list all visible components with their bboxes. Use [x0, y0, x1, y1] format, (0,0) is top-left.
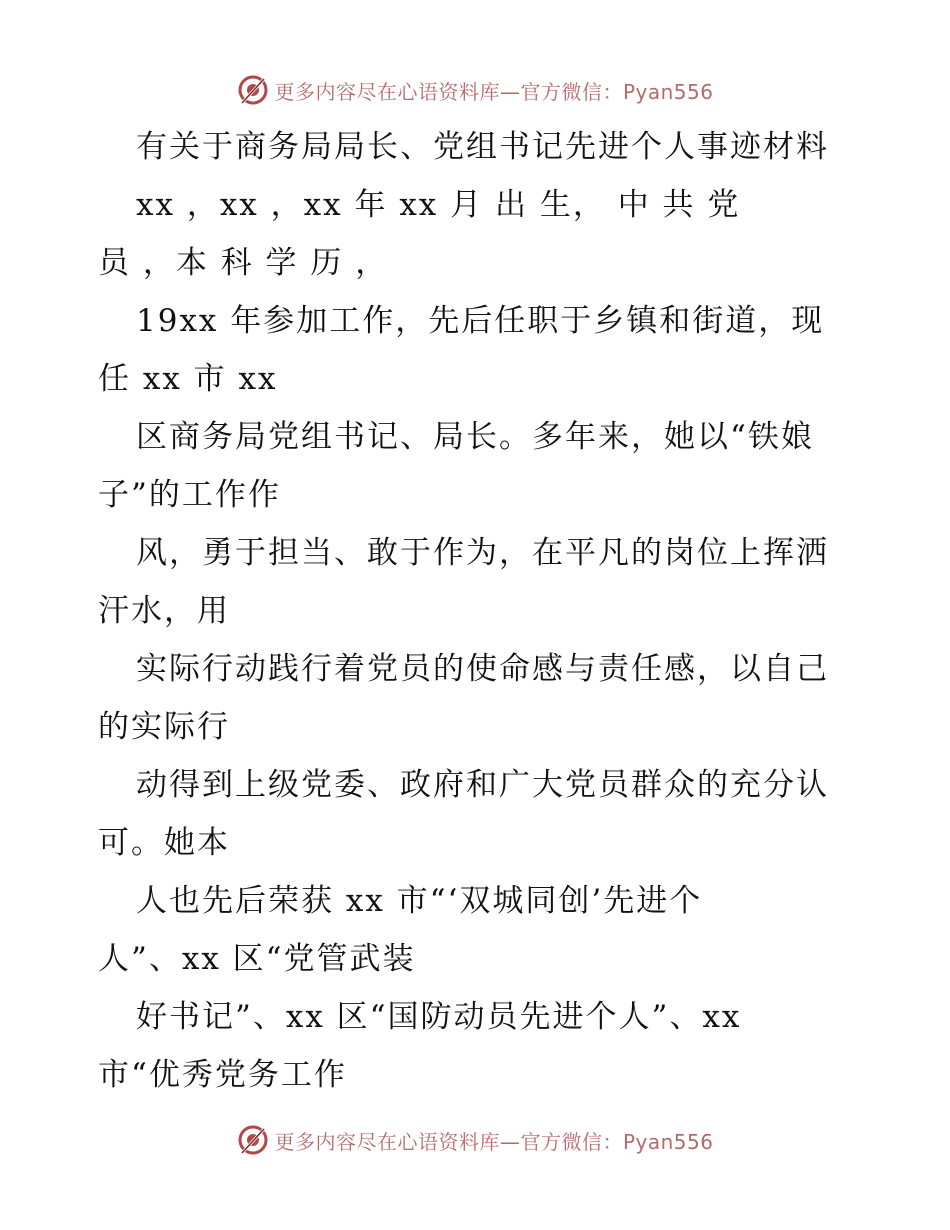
text-line: 可。她本 [98, 825, 230, 861]
pen-logo-icon [236, 1123, 270, 1157]
text-line: 动得到上级党委、政府和广大党员群众的充分认 [136, 767, 829, 803]
text-line: xx ，xx ，xx 年 xx 月 出 生， 中 共 党 [136, 187, 741, 223]
text-line: 汗水，用 [98, 593, 230, 629]
watermark-text: 更多内容尽在心语资料库—官方微信：Pyan556 [274, 1129, 714, 1154]
document-body [98, 118, 868, 1104]
header-watermark [0, 70, 950, 110]
text-line: 任 xx 市 xx [98, 361, 278, 397]
pen-logo-icon [236, 73, 270, 107]
footer-watermark [0, 1120, 950, 1160]
text-line: 市“优秀党务工作 [98, 1057, 347, 1093]
text-line: 子”的工作作 [98, 477, 281, 513]
text-line: 员 ，本 科 学 历 ， [98, 245, 389, 281]
text-line: 实际行动践行着党员的使命感与责任感，以自己 [136, 651, 829, 687]
text-line: 区商务局党组书记、局长。多年来，她以“铁娘 [136, 419, 814, 455]
text-line: 的实际行 [98, 709, 230, 745]
text-line: 好书记”、xx 区“国防动员先进个人”、xx [136, 999, 742, 1035]
text-line: 人也先后荣获 xx 市“‘双城同创’先进个 [136, 883, 703, 919]
text-line: 有关于商务局局长、党组书记先进个人事迹材料 [136, 129, 829, 165]
text-line: 19xx 年参加工作，先后任职于乡镇和街道，现 [136, 303, 825, 339]
watermark-text: 更多内容尽在心语资料库—官方微信：Pyan556 [274, 79, 714, 104]
text-line: 人”、xx 区“党管武装 [98, 941, 416, 977]
text-line: 风，勇于担当、敢于作为，在平凡的岗位上挥洒 [136, 535, 829, 571]
